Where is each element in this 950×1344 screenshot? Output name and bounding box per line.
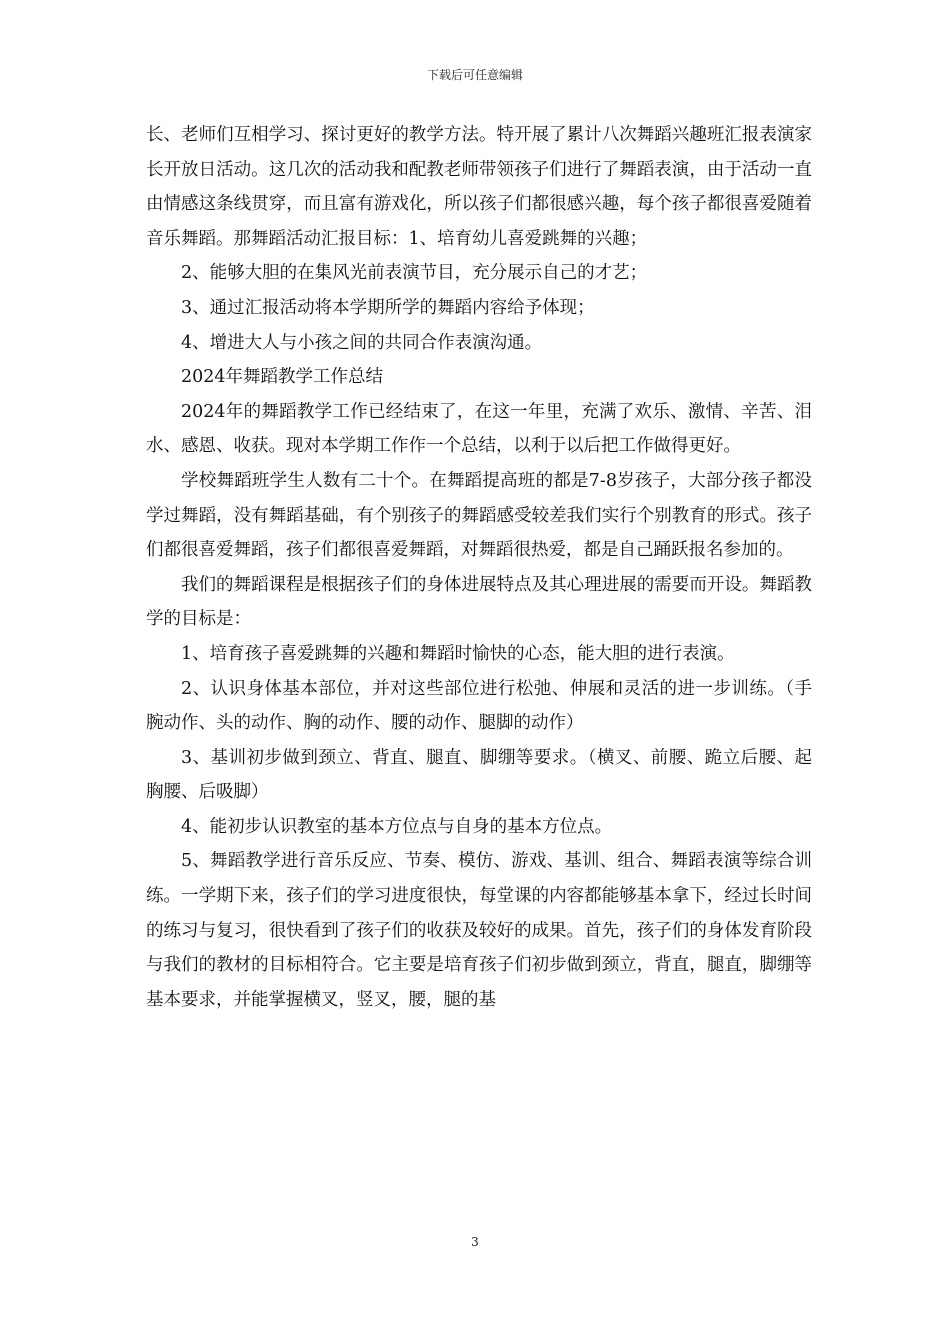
paragraph: 3、通过汇报活动将本学期所学的舞蹈内容给予体现； [181,297,595,318]
paragraph: 3、基训初步做到颈立、背直、腿直、脚绷等要求。（横叉、前腰、跪立后腰、起胸腰、后吸脚） [146,747,812,803]
paragraph: 2024年的舞蹈教学工作已经结束了，在这一年里，充满了欢乐、激情、辛苦、泪水、感恩、收获。现对本学期工作作一个总结，以利于以后把工作做得更好。 [146,401,812,457]
paragraph: 5、舞蹈教学进行音乐反应、节奏、模仿、游戏、基训、组合、舞蹈表演等综合训练。一学期下来，孩子们的学习进度很快，每堂课的内容都能够基本拿下，经过长时间的练习与复习，很快看到了孩子们的收获及较好的成果。首先，孩子们的身体发育阶段与我们的教材的目标相符合。它主要是培育孩子们初步做到颈立，背直，腿直，脚绷等基本要求，并能掌握横叉，竖叉，腰，腿的基 [146,851,812,1010]
paragraph: 4、能初步认识教室的基本方位点与自身的基本方位点。 [181,816,613,837]
document-body [146,118,812,1017]
page-number: 3 [471,1235,479,1249]
paragraph: 2、能够大胆的在集风光前表演节目，充分展示自己的才艺； [181,263,648,284]
paragraph: 我们的舞蹈课程是根据孩子们的身体进展特点及其心理进展的需要而开设。舞蹈教学的目标是： [146,574,812,630]
paragraph: 2、认识身体基本部位，并对这些部位进行松弛、伸展和灵活的进一步训练。（手腕动作、头的动作、胸的动作、腰的动作、腿脚的动作） [146,678,812,734]
paragraph: 学校舞蹈班学生人数有二十个。在舞蹈提高班的都是7-8岁孩子，大部分孩子都没学过舞蹈，没有舞蹈基础，有个别孩子的舞蹈感受较差我们实行个别教育的形式。孩子们都很喜爱舞蹈，孩子们都很喜爱舞蹈，对舞蹈很热爱，都是自己踊跃报名参加的。 [146,470,812,561]
paragraph: 4、增进大人与小孩之间的共同合作表演沟通。 [181,332,543,353]
page-header: 下载后可任意编辑 [426,68,523,82]
paragraph: 长、老师们互相学习、探讨更好的教学方法。特开展了累计八次舞蹈兴趣班汇报表演家长开放日活动。这几次的活动我和配教老师带领孩子们进行了舞蹈表演，由于活动一直由情感这条线贯穿，而且富有游戏化，所以孩子们都很感兴趣，每个孩子都很喜爱随着音乐舞蹈。那舞蹈活动汇报目标：1、培育幼儿喜爱跳舞的兴趣； [146,125,812,249]
paragraph: 1、培育孩子喜爱跳舞的兴趣和舞蹈时愉快的心态，能大胆的进行表演。 [181,643,735,664]
section-heading: 2024年舞蹈教学工作总结 [181,367,384,388]
